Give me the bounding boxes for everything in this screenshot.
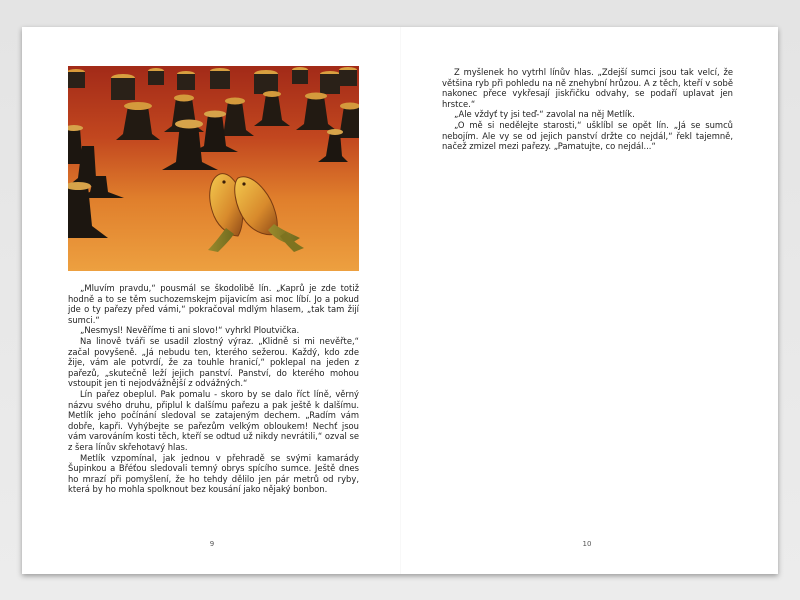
paragraph: Lín pařez obeplul. Pak pomalu - skoro by se dalo říct líně, věrný názvu svého druhu, připlul k dalšímu pařezu a pak ještě k dalšímu. Metlík jeho počínání sledoval se zatajeným dechem. „Radím vám dobře, kapři. Vyhýbejte se pařezům velkým obloukem! Nechť jsou vám varováním kosti těch, kteří se odtud už nikdy nevrátili,“ ozval se z šera línův skřehotavý hlas. <box>68 388 359 452</box>
book-spread <box>22 27 778 574</box>
book-gutter <box>400 27 401 574</box>
paragraph: Z myšlenek ho vytrhl línův hlas. „Zdejší sumci jsou tak velcí, že většina ryb při pohledu na ně znehybní hrůzou. A z těch, kteří v sobě nakonec přece vykřesají jiskřičku odvahy, se podaří uplavat jen hrstce.“ <box>442 67 733 109</box>
paragraph: Metlík vzpomínal, jak jednou v přehradě se svými kamarády Šupinkou a Břéťou sledovali temný obrys spícího sumce. Ještě dnes ho mrazí při pomyšlení, že ho tehdy dělilo jen pár metrů od ryby, která by ho mohla spolknout bez kousání jako nějaký bonbon. <box>68 452 359 495</box>
paragraph: Na linově tváři se usadil zlostný výraz. „Klidně si mi nevěřte,“ začal povyšeně. „Já nebudu ten, kterého sežerou. Každý, kdo zde žije, vám ale potvrdí, že za touhle hranicí,“ poklepal na jeden z pařezů, „skutečně leží jejich panství. Panství, do kterého mohou vstoupit jen ti nejodvážnější z odvážných.“ <box>68 335 359 389</box>
paragraph: „Mluvím pravdu,“ pousmál se škodolibě lín. „Kaprů je zde totiž hodně a to se těm suchozemskejm pijavicím asi moc líbí. Jo a pokud jde o ty pařezy před vámi,“ pokračoval mdlým hlasem, „tak tam žijí sumci.“ <box>68 283 359 325</box>
left-page-text <box>68 283 359 495</box>
page-number-right: 10 <box>582 540 592 548</box>
page-number-left: 9 <box>209 540 215 548</box>
paragraph: „O mě si nedělejte starosti,“ ušklíbl se opět lín. „Já se sumců nebojím. Ale vy se od jejich panství držte co nejdál,“ řekl tajemně, načež zmizel mezi pařezy. „Pamatujte, co nejdál...“ <box>442 119 733 152</box>
right-page-text <box>442 67 733 152</box>
paragraph: „Ale vždyť ty jsi teď-“ zavolal na něj Metlík. <box>454 109 635 120</box>
paragraph: „Nesmysl! Nevěříme ti ani slovo!“ vyhrkl Ploutvička. <box>80 325 300 336</box>
illustration-stumps-fish <box>68 66 359 271</box>
